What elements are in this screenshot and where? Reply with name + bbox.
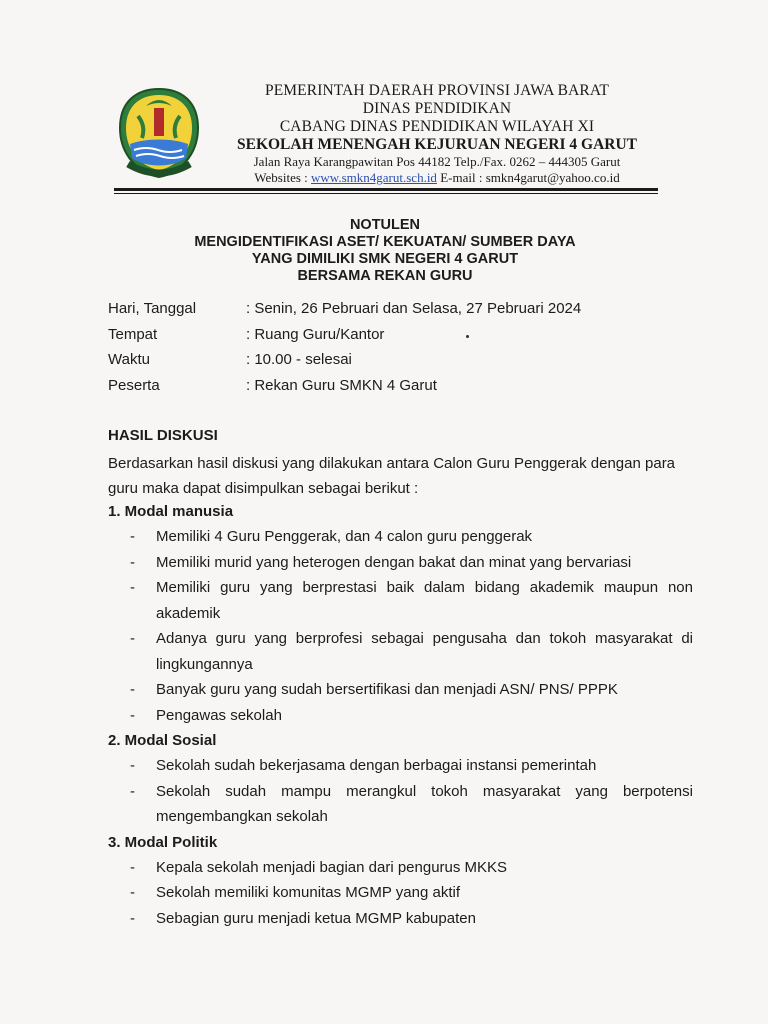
dash-bullet: - [130,858,135,876]
email-label: E-mail : [436,170,486,185]
list-item [108,677,693,703]
title-line-3: YANG DIMILIKI SMK NEGERI 4 GARUT [251,251,519,267]
list-item [108,779,693,830]
document-title [110,217,660,285]
dash-bullet: - [130,884,135,901]
item-text: Sekolah sudah bekerjasama dengan berbagai instansi pemerintah [156,757,597,774]
meeting-info [108,299,668,401]
dash-bullet: - [130,782,135,800]
dash-bullet: - [130,553,135,571]
info-value: : Rekan Guru SMKN 4 Garut [246,376,437,394]
list-item [108,524,693,550]
info-label: Hari, Tanggal [108,300,197,317]
info-row-date [108,299,668,325]
website-link[interactable]: www.smkn4garut.sch.id [311,170,437,185]
west-java-emblem-icon [116,86,202,180]
letterhead-address: Jalan Raya Karangpawitan Pos 44182 Telp./Fax. 0262 – 444305 Garut [253,154,621,169]
list-item [108,855,693,881]
dash-bullet: - [130,706,135,724]
dash-bullet: - [130,579,135,596]
item-text: Kepala sekolah menjadi bagian dari pengurus MKKS [156,858,508,876]
scan-speck [466,335,469,338]
item-text: Sekolah memiliki komunitas MGMP yang aktif [156,884,460,901]
letterhead-divider-thick [114,188,658,191]
letterhead [222,82,652,186]
info-row-place [108,325,668,351]
info-value: : Ruang Guru/Kantor [246,325,385,343]
websites-label: Websites : [254,170,312,185]
item-text: Banyak guru yang sudah bersertifikasi dan menjadi ASN/ PNS/ PPPK [156,681,618,698]
info-value: : Senin, 26 Pebruari dan Selasa, 27 Pebruari 2024 [246,300,582,317]
info-label: Waktu [108,351,150,368]
info-value: : 10.00 - selesai [246,351,352,368]
info-row-participants [108,376,668,402]
intro-line-1: Berdasarkan hasil diskusi yang dilakukan antara Calon Guru Penggerak dengan para [108,455,676,472]
title-line-2: MENGIDENTIFIKASI ASET/ KEKUATAN/ SUMBER DAYA [194,234,576,250]
item-text: Adanya guru yang berprofesi sebagai pengusaha dan tokoh masyarakat di lingkungannya [156,630,693,673]
dash-bullet: - [130,630,135,647]
letterhead-contact [222,170,652,186]
dash-bullet: - [130,909,135,927]
title-line-1: NOTULEN [349,217,421,233]
section-heading-political-capital: 3. Modal Politik [108,833,218,851]
discussion-results-heading: HASIL DISKUSI [108,427,218,444]
letterhead-department: DINAS PENDIDIKAN [362,100,512,117]
list-item [108,575,693,626]
dash-bullet: - [130,681,135,698]
list-item [108,906,693,932]
dash-bullet: - [130,757,135,774]
list-item [108,550,693,576]
list-item [108,753,693,779]
info-row-time [108,350,668,376]
item-text: Sekolah sudah mampu merangkul tokoh masyarakat yang berpotensi mengembangkan sekolah [156,782,693,825]
discussion-intro [108,451,693,501]
list-item [108,626,693,677]
letterhead-divider-thin [114,193,658,194]
letterhead-government: PEMERINTAH DAERAH PROVINSI JAWA BARAT [265,82,609,99]
letterhead-school-name: SEKOLAH MENENGAH KEJURUAN NEGERI 4 GARUT [236,136,638,153]
list-item [108,703,693,729]
item-text: Memiliki 4 Guru Penggerak, dan 4 calon guru penggerak [156,528,533,545]
capital-list [108,499,693,931]
letterhead-branch: CABANG DINAS PENDIDIKAN WILAYAH XI [279,118,595,135]
item-text: Memiliki guru yang berprestasi baik dalam bidang akademik maupun non akademik [156,579,693,622]
info-label: Tempat [108,325,158,343]
section-heading-social-capital: 2. Modal Sosial [108,732,217,749]
section-heading-human-capital: 1. Modal manusia [108,503,234,520]
item-text: Sebagian guru menjadi ketua MGMP kabupaten [156,909,476,927]
item-text: Memiliki murid yang heterogen dengan bakat dan minat yang bervariasi [156,553,632,571]
item-text: Pengawas sekolah [156,706,282,724]
list-item [108,880,693,906]
dash-bullet: - [130,528,135,545]
info-label: Peserta [108,376,160,394]
intro-line-2: guru maka dapat disimpulkan sebagai berikut : [108,480,419,497]
email-address: smkn4garut@yahoo.co.id [485,170,620,185]
title-line-4: BERSAMA REKAN GURU [297,268,473,284]
